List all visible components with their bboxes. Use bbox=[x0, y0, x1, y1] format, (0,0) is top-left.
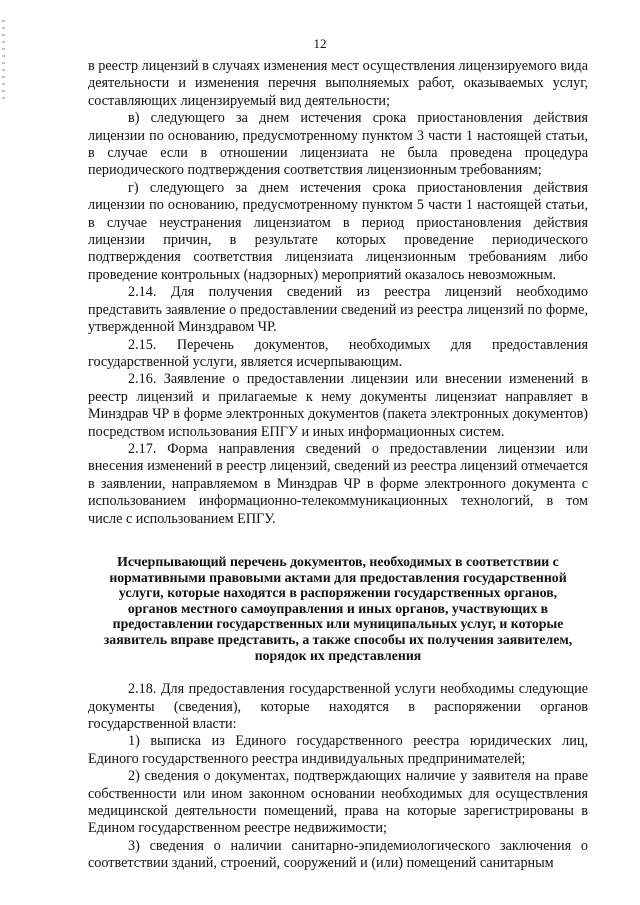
list-item: 2) сведения о документах, подтверждающих наличие у заявителя на праве собственности или ином законном основании необходимых для осуществления медицинской деятельности помещений, права на которые зарегистрированы в Едином государственном реестре недвижимости; bbox=[88, 768, 588, 837]
paragraph: в) следующего за днем истечения срока приостановления действия лицензии по основанию, предусмотренному пунктом 3 части 1 настоящей статьи, в случае если в отношении лицензиата не была проведена процедура периодического подтверждения соответствия лицензионным требованиям; bbox=[88, 110, 588, 179]
document-body bbox=[88, 58, 588, 873]
paragraph-2-17: 2.17. Форма направления сведений о предоставлении лицензии или внесения изменений в реестр лицензий, сведений из реестра лицензий отмечается в заявлении, направляемом в Минздрав ЧР в форме электронного документа с использованием информационно-телекоммуникационных технологий, в том числе с использованием ЕПГУ. bbox=[88, 440, 588, 527]
paragraph-2-18: 2.18. Для предоставления государственной услуги необходимы следующие документы (сведения), которые находятся в распоряжении органов государственной власти: bbox=[88, 681, 588, 732]
paragraph-2-15: 2.15. Перечень документов, необходимых для предоставления государственной услуги, является исчерпывающим. bbox=[88, 336, 588, 370]
page-number: 12 bbox=[313, 36, 327, 51]
paragraph-2-16: 2.16. Заявление о предоставлении лицензии или внесении изменений в реестр лицензий и прилагаемые к нему документы лицензиат направляет в Минздрав ЧР в форме электронных документов (пакета электронных документов) посредством использования ЕПГУ и иных информационных систем. bbox=[88, 371, 588, 440]
paragraph: г) следующего за днем истечения срока приостановления действия лицензии по основанию, предусмотренному пунктом 5 части 1 настоящей статьи, в случае неустранения лицензиатом в период приостановления действия лицензии причин, в результате которых проведение периодического подтверждения соответствия лицензиата лицензионным требованиям либо проведение контрольных (надзорных) мероприятий оказалось невозможным. bbox=[88, 179, 588, 283]
list-item: 3) сведения о наличии санитарно-эпидемиологического заключения о соответствии зданий, строений, сооружений и (или) помещений санитарным bbox=[88, 837, 588, 872]
section-heading: Исчерпывающий перечень документов, необходимых в соответствии с нормативными правовыми актами для предоставления государственной услуги, которые находятся в распоряжении государственных органов, органов местного самоуправления и иных органов, участвующих в предоставлении государственных или муниципальных услуг, и которые заявитель вправе представить, а также способы их получения заявителем, порядок их представления bbox=[103, 553, 573, 663]
list-item: 1) выписка из Единого государственного реестра юридических лиц, Единого государственного реестра индивидуальных предпринимателей; bbox=[88, 733, 588, 767]
paragraph: в реестр лицензий в случаях изменения мест осуществления лицензируемого вида деятельности и изменения перечня выполняемых работ, оказываемых услуг, составляющих лицензируемый вид деятельности; bbox=[88, 58, 588, 109]
scan-edge-marks bbox=[2, 20, 5, 100]
paragraph-2-14: 2.14. Для получения сведений из реестра лицензий необходимо представить заявление о предоставлении сведений из реестра лицензий по форме, утвержденной Минздравом ЧР. bbox=[88, 284, 588, 336]
